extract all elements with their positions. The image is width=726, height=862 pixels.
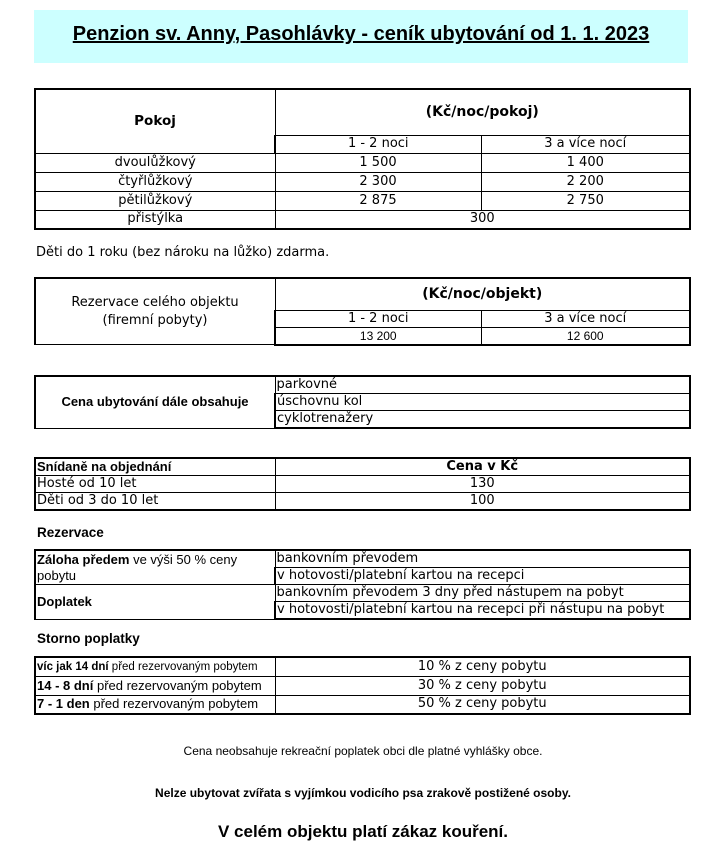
deposit-label-line2: pobytu bbox=[37, 567, 77, 583]
room-col-short-stay: 1 - 2 noci bbox=[275, 135, 481, 153]
room-name: dvoulůžkový bbox=[35, 153, 275, 172]
table-row bbox=[35, 657, 690, 676]
storno-period-rest: před rezervovaným pobytem bbox=[93, 677, 262, 693]
table-row bbox=[35, 172, 690, 191]
whole-price-long: 12 600 bbox=[481, 327, 690, 345]
breakfast-price: 130 bbox=[275, 476, 690, 493]
animals-note: Nelze ubytovat zvířata s vyjímkou vodicího psa zrakově postižené osoby. bbox=[155, 786, 571, 800]
room-price-long: 1 400 bbox=[481, 153, 690, 172]
extra-bed-name: přistýlka bbox=[35, 210, 275, 229]
title-banner bbox=[34, 10, 688, 63]
includes-item: úschovnu kol bbox=[275, 394, 690, 411]
room-price-long: 2 200 bbox=[481, 172, 690, 191]
room-price-short: 2 300 bbox=[275, 172, 481, 191]
whole-price-header: (Kč/noc/objekt) bbox=[275, 278, 690, 310]
storno-period-bold: víc jak 14 dní bbox=[37, 660, 109, 673]
deposit-option: v hotovosti/platební kartou na recepci bbox=[275, 568, 690, 585]
reservation-heading: Rezervace bbox=[37, 525, 104, 540]
includes-label: Cena ubytování dále obsahuje bbox=[35, 376, 275, 428]
table-row bbox=[35, 191, 690, 210]
breakfast-label: Snídaně na objednání bbox=[35, 458, 275, 476]
whole-object-label bbox=[35, 278, 275, 345]
room-price-short: 1 500 bbox=[275, 153, 481, 172]
table-row bbox=[35, 676, 690, 695]
storno-period-bold: 7 - 1 den bbox=[37, 696, 90, 712]
storno-fee: 30 % z ceny pobytu bbox=[275, 676, 690, 695]
deposit-option: bankovním převodem bbox=[275, 550, 690, 568]
room-col-long-stay: 3 a více nocí bbox=[481, 135, 690, 153]
page-title: Penzion sv. Anny, Pasohlávky - ceník ubytování od 1. 1. 2023 bbox=[72, 23, 650, 45]
extra-bed-price: 300 bbox=[275, 210, 690, 229]
whole-col-long-stay: 3 a více nocí bbox=[481, 310, 690, 327]
whole-col-short-stay: 1 - 2 noci bbox=[275, 310, 481, 327]
storno-fee: 10 % z ceny pobytu bbox=[275, 657, 690, 676]
whole-object-label-line2: (firemní pobyty) bbox=[102, 312, 208, 328]
children-note: Děti do 1 roku (bez nároku na lůžko) zdarma. bbox=[36, 245, 330, 260]
storno-table bbox=[34, 656, 691, 715]
surcharge-label: Doplatek bbox=[35, 585, 275, 620]
storno-period-bold: 14 - 8 dní bbox=[37, 677, 94, 693]
storno-period bbox=[35, 657, 275, 676]
table-row bbox=[35, 476, 690, 493]
includes-table bbox=[34, 375, 691, 429]
table-row bbox=[35, 695, 690, 714]
includes-item: cyklotrenažery bbox=[275, 411, 690, 429]
room-price-short: 2 875 bbox=[275, 191, 481, 210]
storno-period-rest: před rezervovaným pobytem bbox=[89, 696, 259, 712]
no-smoking-note: V celém objektu platí zákaz kouření. bbox=[217, 822, 509, 841]
storno-period bbox=[35, 676, 275, 695]
surcharge-option: v hotovosti/platební kartou na recepci při nástupu na pobyt bbox=[275, 602, 690, 620]
room-price-long: 2 750 bbox=[481, 191, 690, 210]
breakfast-guest-type: Děti od 3 do 10 let bbox=[35, 493, 275, 511]
storno-period bbox=[35, 695, 275, 714]
breakfast-price: 100 bbox=[275, 493, 690, 511]
whole-object-label-line1: Rezervace celého objektu bbox=[71, 294, 239, 310]
storno-heading: Storno poplatky bbox=[37, 631, 140, 646]
breakfast-guest-type: Hosté od 10 let bbox=[35, 476, 275, 493]
reservation-table bbox=[34, 549, 691, 620]
room-header: Pokoj bbox=[35, 89, 275, 153]
room-name: pětilůžkový bbox=[35, 191, 275, 210]
deposit-label-bold: Záloha předem bbox=[37, 551, 130, 567]
whole-object-table bbox=[34, 277, 691, 346]
includes-item: parkovné bbox=[275, 376, 690, 394]
table-row bbox=[35, 210, 690, 229]
breakfast-table bbox=[34, 457, 691, 511]
storno-fee: 50 % z ceny pobytu bbox=[275, 695, 690, 714]
fee-note: Cena neobsahuje rekreační poplatek obci dle platné vyhlášky obce. bbox=[183, 744, 543, 758]
breakfast-price-header: Cena v Kč bbox=[275, 458, 690, 476]
table-row bbox=[35, 153, 690, 172]
storno-period-rest: před rezervovaným pobytem bbox=[108, 660, 258, 673]
surcharge-option: bankovním převodem 3 dny před nástupem na pobyt bbox=[275, 585, 690, 602]
whole-price-short: 13 200 bbox=[275, 327, 481, 345]
deposit-label bbox=[35, 550, 275, 585]
room-price-table bbox=[34, 88, 691, 230]
room-price-header: (Kč/noc/pokoj) bbox=[275, 89, 690, 135]
table-row bbox=[35, 493, 690, 511]
room-name: čtyřlůžkový bbox=[35, 172, 275, 191]
deposit-label-rest: ve výši 50 % ceny bbox=[129, 551, 238, 567]
